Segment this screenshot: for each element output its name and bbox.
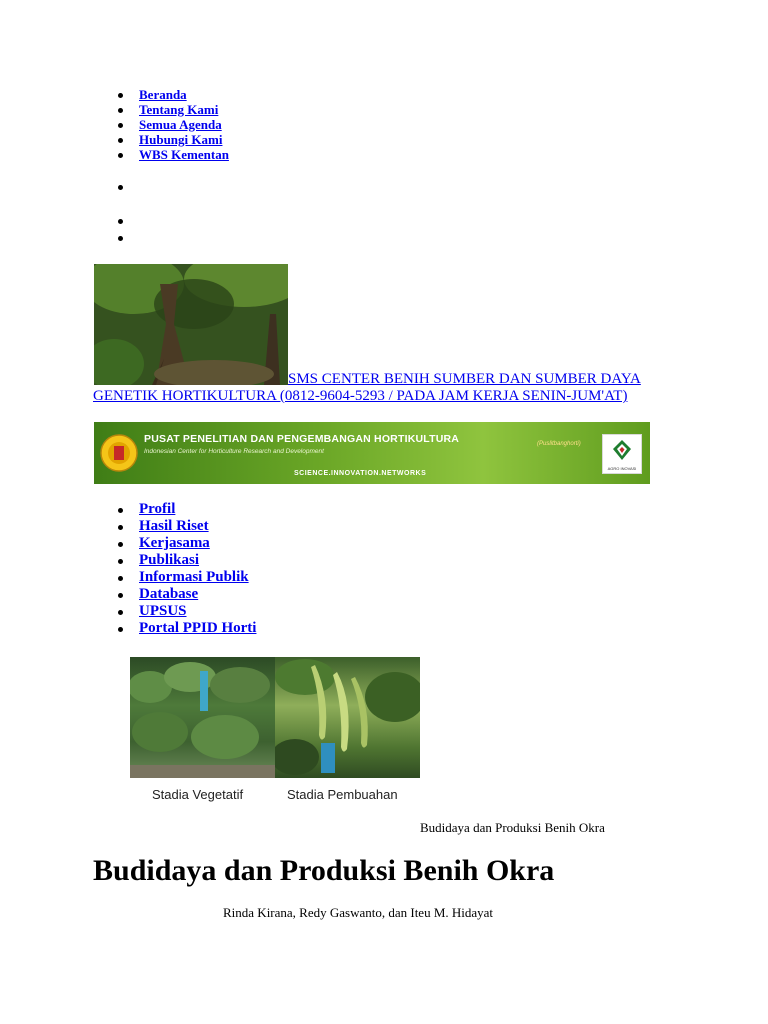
top-nav — [139, 87, 229, 162]
fruiting-stage-photo — [275, 657, 420, 778]
nav-link-hasil-riset[interactable]: Hasil Riset — [139, 518, 209, 534]
banner-badge: (Puslitbanghorti) — [537, 441, 581, 447]
emblem-icon — [100, 434, 138, 472]
main-nav-item — [139, 603, 256, 620]
header-banner[interactable] — [94, 422, 650, 484]
top-nav-item — [139, 117, 229, 132]
empty-list-bullet — [118, 185, 123, 190]
main-nav-item — [139, 569, 256, 586]
article-title: Budidaya dan Produksi Benih Okra — [93, 854, 555, 887]
nav-link-tentang-kami[interactable]: Tentang Kami — [139, 102, 219, 117]
agro-inovasi-label: AGRO INOVASI — [607, 466, 637, 471]
nav-link-portal-ppid-horti[interactable]: Portal PPID Horti — [139, 620, 257, 636]
nav-link-publikasi[interactable]: Publikasi — [139, 552, 200, 568]
main-nav-item — [139, 620, 256, 637]
nav-link-kerjasama[interactable]: Kerjasama — [139, 535, 210, 551]
nav-link-database[interactable]: Database — [139, 586, 199, 602]
article-authors: Rinda Kirana, Redy Gaswanto, dan Iteu M. Hidayat — [223, 905, 494, 920]
vegetative-plants-illustration — [130, 657, 275, 778]
nav-link-beranda[interactable]: Beranda — [139, 87, 187, 102]
nav-link-profil[interactable]: Profil — [139, 501, 176, 517]
top-nav-item — [139, 132, 229, 147]
fruiting-stage-caption: Stadia Pembuahan — [287, 787, 398, 802]
vegetative-stage-caption: Stadia Vegetatif — [152, 787, 244, 802]
nav-link-informasi-publik[interactable]: Informasi Publik — [139, 569, 249, 585]
banner-title: PUSAT PENELITIAN DAN PENGEMBANGAN HORTIKULTURA — [144, 433, 460, 445]
nav-link-hubungi-kami[interactable]: Hubungi Kami — [139, 132, 223, 147]
nav-link-upsus[interactable]: UPSUS — [139, 603, 187, 619]
top-nav-item — [139, 147, 229, 162]
main-nav — [139, 501, 256, 637]
forest-image[interactable] — [94, 264, 288, 385]
main-nav-item — [139, 518, 256, 535]
image-caption: Budidaya dan Produksi Benih Okra — [420, 820, 605, 835]
banner-tagline: SCIENCE.INNOVATION.NETWORKS — [294, 470, 427, 477]
banner-subtitle: Indonesian Center for Horticulture Research and Development — [144, 448, 324, 455]
empty-list-bullet — [118, 219, 123, 224]
nav-link-semua-agenda[interactable]: Semua Agenda — [139, 117, 222, 132]
forest-illustration — [94, 264, 288, 385]
empty-list-bullet — [118, 236, 123, 241]
agro-inovasi-logo — [602, 434, 642, 474]
nav-link-wbs-kementan[interactable]: WBS Kementan — [139, 147, 229, 162]
top-nav-item — [139, 102, 229, 117]
main-nav-item — [139, 535, 256, 552]
leaf-icon — [612, 439, 632, 461]
main-nav-item — [139, 552, 256, 569]
top-nav-item — [139, 87, 229, 102]
main-nav-item — [139, 501, 256, 518]
vegetative-stage-photo — [130, 657, 275, 778]
main-nav-item — [139, 586, 256, 603]
okra-pods-illustration — [275, 657, 420, 778]
sms-center-link[interactable]: SMS CENTER BENIH SUMBER DAN SUMBER DAYA GENETIK HORTIKULTURA (0812-9604-5293 / PADA JAM KERJA SENIN-JUM'AT) — [93, 371, 641, 404]
okra-figure — [130, 657, 420, 806]
